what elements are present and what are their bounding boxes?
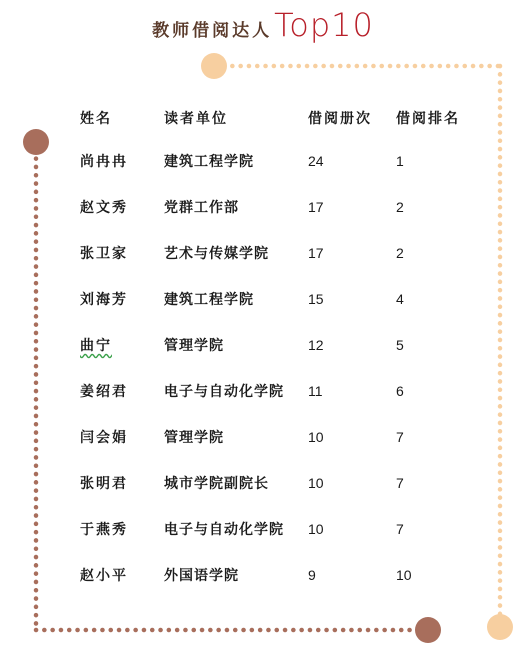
title-english: Top10 xyxy=(274,6,374,44)
cell-rank: 6 xyxy=(396,383,404,399)
cell-count: 17 xyxy=(308,199,324,215)
cell-count: 10 xyxy=(308,429,324,445)
cell-unit: 城市学院副院长 xyxy=(164,476,269,492)
cell-rank: 10 xyxy=(396,567,412,583)
table-row xyxy=(72,460,460,506)
header-unit: 读者单位 xyxy=(164,111,228,127)
bottom-circle xyxy=(415,617,441,643)
cell-name: 姜绍君 xyxy=(80,384,128,400)
cell-count: 10 xyxy=(308,521,324,537)
cell-unit: 外国语学院 xyxy=(164,568,239,584)
table-row xyxy=(72,368,460,414)
table-row xyxy=(72,138,460,184)
cell-rank: 7 xyxy=(396,475,404,491)
ranking-table xyxy=(72,98,460,598)
cell-unit: 管理学院 xyxy=(164,430,224,446)
title-chinese: 教师借阅达人 xyxy=(152,21,273,41)
cell-unit: 电子与自动化学院 xyxy=(164,522,284,538)
cell-name: 张明君 xyxy=(80,476,128,492)
table-row xyxy=(72,506,460,552)
cell-unit: 电子与自动化学院 xyxy=(164,384,284,400)
cell-name: 闫会娟 xyxy=(80,430,128,446)
corner-circle xyxy=(487,614,513,640)
header-rank: 借阅排名 xyxy=(396,111,460,127)
cell-count: 9 xyxy=(308,567,316,583)
table-row xyxy=(72,322,460,368)
table-header-row xyxy=(72,98,460,138)
cell-rank: 5 xyxy=(396,337,404,353)
cell-rank: 2 xyxy=(396,245,404,261)
cell-unit: 建筑工程学院 xyxy=(164,154,254,170)
left-circle xyxy=(23,129,49,155)
cell-rank: 1 xyxy=(396,153,404,169)
cell-rank: 4 xyxy=(396,291,404,307)
table-row xyxy=(72,184,460,230)
cell-name: 赵小平 xyxy=(80,568,128,584)
table-row xyxy=(72,276,460,322)
cell-rank: 2 xyxy=(396,199,404,215)
cell-count: 10 xyxy=(308,475,324,491)
cell-rank: 7 xyxy=(396,429,404,445)
cell-count: 15 xyxy=(308,291,324,307)
cell-rank: 7 xyxy=(396,521,404,537)
cell-count: 12 xyxy=(308,337,324,353)
cell-name: 于燕秀 xyxy=(80,522,128,538)
header-name: 姓名 xyxy=(80,111,112,127)
cell-name: 张卫家 xyxy=(80,246,128,262)
cell-unit: 管理学院 xyxy=(164,338,224,354)
cell-name: 赵文秀 xyxy=(80,200,128,216)
table-row xyxy=(72,414,460,460)
cell-unit: 建筑工程学院 xyxy=(164,292,254,308)
cell-name: 尚冉冉 xyxy=(80,154,128,170)
header-count: 借阅册次 xyxy=(308,111,372,127)
cell-count: 17 xyxy=(308,245,324,261)
cell-count: 24 xyxy=(308,153,324,169)
cell-count: 11 xyxy=(308,383,323,399)
top-circle xyxy=(201,53,227,79)
cell-name: 刘海芳 xyxy=(80,292,128,308)
cell-unit: 艺术与传媒学院 xyxy=(164,246,269,262)
table-row xyxy=(72,230,460,276)
spellcheck-underlined-name: 曲宁 xyxy=(80,338,112,354)
table-row xyxy=(72,552,460,598)
cell-unit: 党群工作部 xyxy=(164,200,239,216)
cell-name xyxy=(72,322,156,368)
